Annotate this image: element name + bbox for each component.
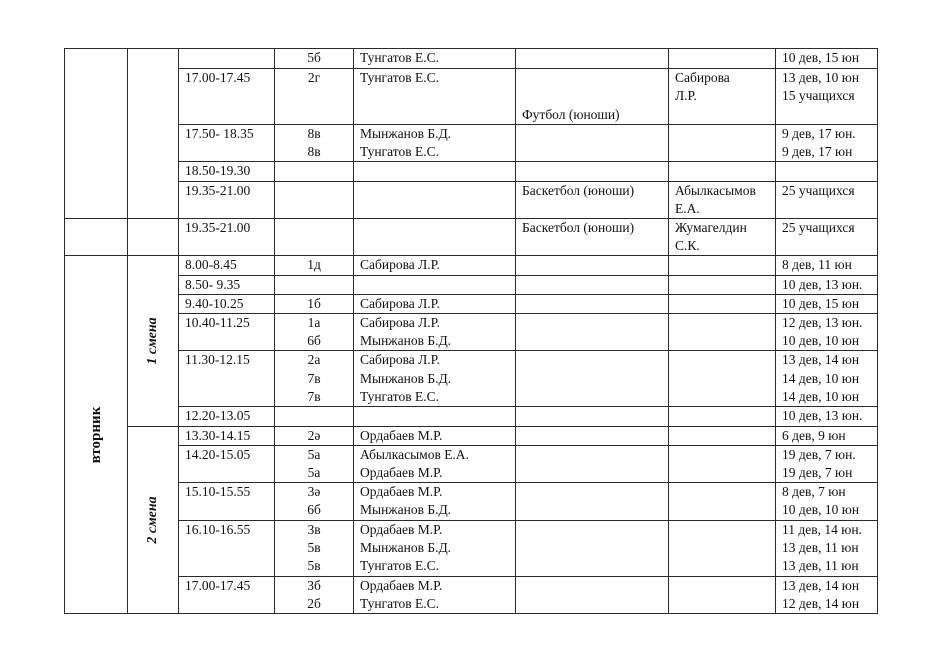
- class-cell: [275, 407, 354, 426]
- teacher-cell: Сабирова Л.Р.: [354, 294, 516, 313]
- teacher-cell: Сабирова Л.Р. Мынжанов Б.Д.: [354, 314, 516, 351]
- empty-cell: [65, 49, 128, 219]
- coach-cell: [669, 445, 776, 482]
- class-cell: 5б: [275, 49, 354, 69]
- class-cell: 3в 5в 5в: [275, 520, 354, 576]
- coach-cell: [669, 314, 776, 351]
- teacher-cell: [354, 407, 516, 426]
- time-cell: 19.35-21.00: [179, 219, 275, 256]
- coach-cell: [669, 576, 776, 613]
- table-row: [65, 314, 878, 351]
- time-cell: 19.35-21.00: [179, 181, 275, 218]
- class-cell: [275, 162, 354, 181]
- time-cell: 10.40-11.25: [179, 314, 275, 351]
- empty-cell: [128, 49, 179, 219]
- class-cell: 1б: [275, 294, 354, 313]
- students-cell: 13 дев, 14 юн 12 дев, 14 юн: [776, 576, 878, 613]
- class-cell: 8в 8в: [275, 125, 354, 162]
- sport-cell: [516, 407, 669, 426]
- sport-cell: Баскетбол (юноши): [516, 219, 669, 256]
- coach-cell: [669, 351, 776, 407]
- students-cell: 8 дев, 7 юн 10 дев, 10 юн: [776, 483, 878, 520]
- table-row: [65, 49, 878, 69]
- sport-cell: [516, 445, 669, 482]
- class-cell: [275, 181, 354, 218]
- table-row: [65, 445, 878, 482]
- sport-cell: [516, 576, 669, 613]
- time-cell: [179, 49, 275, 69]
- time-cell: 13.30-14.15: [179, 426, 275, 445]
- sport-cell: [516, 256, 669, 275]
- table-row: [65, 162, 878, 181]
- sport-cell: [516, 162, 669, 181]
- teacher-cell: Тунгатов Е.С.: [354, 69, 516, 125]
- time-cell: 14.20-15.05: [179, 445, 275, 482]
- teacher-cell: Ордабаев М.Р. Тунгатов Е.С.: [354, 576, 516, 613]
- teacher-cell: [354, 275, 516, 294]
- coach-cell: [669, 125, 776, 162]
- coach-cell: [669, 49, 776, 69]
- students-cell: 25 учащихся: [776, 181, 878, 218]
- sport-cell: [516, 520, 669, 576]
- class-cell: [275, 275, 354, 294]
- table-row: [65, 351, 878, 407]
- teacher-cell: [354, 162, 516, 181]
- table-row: [65, 256, 878, 275]
- class-cell: 1а 6б: [275, 314, 354, 351]
- sport-cell: Футбол (юноши): [516, 69, 669, 125]
- table-row: [65, 426, 878, 445]
- teacher-cell: Сабирова Л.Р. Мынжанов Б.Д. Тунгатов Е.С.: [354, 351, 516, 407]
- teacher-cell: Мынжанов Б.Д. Тунгатов Е.С.: [354, 125, 516, 162]
- students-cell: 10 дев, 13 юн.: [776, 275, 878, 294]
- time-cell: 11.30-12.15: [179, 351, 275, 407]
- class-cell: 2ә: [275, 426, 354, 445]
- sport-cell: [516, 125, 669, 162]
- class-cell: 5а 5а: [275, 445, 354, 482]
- class-cell: [275, 219, 354, 256]
- table-row: [65, 125, 878, 162]
- time-cell: 8.00-8.45: [179, 256, 275, 275]
- coach-cell: [669, 407, 776, 426]
- coach-cell: Жумагелдин С.К.: [669, 219, 776, 256]
- sport-cell: [516, 49, 669, 69]
- table-row: [65, 576, 878, 613]
- time-cell: 16.10-16.55: [179, 520, 275, 576]
- students-cell: 13 дев, 14 юн 14 дев, 10 юн 14 дев, 10 юн: [776, 351, 878, 407]
- students-cell: 19 дев, 7 юн. 19 дев, 7 юн: [776, 445, 878, 482]
- table-row: [65, 181, 878, 218]
- teacher-cell: Ордабаев М.Р. Мынжанов Б.Д. Тунгатов Е.С.: [354, 520, 516, 576]
- sport-cell: [516, 314, 669, 351]
- students-cell: 8 дев, 11 юн: [776, 256, 878, 275]
- sport-cell: [516, 294, 669, 313]
- schedule-table: [64, 48, 878, 614]
- sport-cell: [516, 275, 669, 294]
- table-row: [65, 407, 878, 426]
- sport-cell: [516, 351, 669, 407]
- shift-2-label: 2 смена: [128, 426, 179, 613]
- time-cell: 17.00-17.45: [179, 69, 275, 125]
- coach-cell: [669, 483, 776, 520]
- class-cell: 1д: [275, 256, 354, 275]
- class-cell: 2а 7в 7в: [275, 351, 354, 407]
- teacher-cell: Тунгатов Е.С.: [354, 49, 516, 69]
- coach-cell: [669, 294, 776, 313]
- teacher-cell: [354, 181, 516, 218]
- coach-cell: [669, 162, 776, 181]
- students-cell: 11 дев, 14 юн. 13 дев, 11 юн 13 дев, 11 юн: [776, 520, 878, 576]
- students-cell: 6 дев, 9 юн: [776, 426, 878, 445]
- empty-cell: [65, 219, 128, 256]
- time-cell: 17.50- 18.35: [179, 125, 275, 162]
- coach-cell: [669, 275, 776, 294]
- time-cell: 9.40-10.25: [179, 294, 275, 313]
- time-cell: 8.50- 9.35: [179, 275, 275, 294]
- day-label: вторник: [65, 256, 128, 614]
- students-cell: 10 дев, 13 юн.: [776, 407, 878, 426]
- class-cell: 3ә 6б: [275, 483, 354, 520]
- table-row: [65, 520, 878, 576]
- students-cell: 10 дев, 15 юн: [776, 49, 878, 69]
- teacher-cell: Сабирова Л.Р.: [354, 256, 516, 275]
- class-cell: 2г: [275, 69, 354, 125]
- table-row: [65, 219, 878, 256]
- students-cell: 25 учащихся: [776, 219, 878, 256]
- table-row: [65, 275, 878, 294]
- coach-cell: Абылкасымов Е.А.: [669, 181, 776, 218]
- sport-cell: [516, 483, 669, 520]
- teacher-cell: Ордабаев М.Р.: [354, 426, 516, 445]
- shift-1-label: 1 смена: [128, 256, 179, 426]
- class-cell: 3б 2б: [275, 576, 354, 613]
- sport-cell: Баскетбол (юноши): [516, 181, 669, 218]
- students-cell: [776, 162, 878, 181]
- time-cell: 15.10-15.55: [179, 483, 275, 520]
- time-cell: 17.00-17.45: [179, 576, 275, 613]
- coach-cell: Сабирова Л.Р.: [669, 69, 776, 125]
- students-cell: 12 дев, 13 юн. 10 дев, 10 юн: [776, 314, 878, 351]
- table-row: [65, 483, 878, 520]
- students-cell: 13 дев, 10 юн 15 учащихся: [776, 69, 878, 125]
- students-cell: 10 дев, 15 юн: [776, 294, 878, 313]
- coach-cell: [669, 520, 776, 576]
- coach-cell: [669, 256, 776, 275]
- teacher-cell: Ордабаев М.Р. Мынжанов Б.Д.: [354, 483, 516, 520]
- table-row: [65, 294, 878, 313]
- time-cell: 12.20-13.05: [179, 407, 275, 426]
- table-row: [65, 69, 878, 125]
- sport-cell: [516, 426, 669, 445]
- coach-cell: [669, 426, 776, 445]
- students-cell: 9 дев, 17 юн. 9 дев, 17 юн: [776, 125, 878, 162]
- time-cell: 18.50-19.30: [179, 162, 275, 181]
- teacher-cell: Абылкасымов Е.А. Ордабаев М.Р.: [354, 445, 516, 482]
- teacher-cell: [354, 219, 516, 256]
- empty-cell: [128, 219, 179, 256]
